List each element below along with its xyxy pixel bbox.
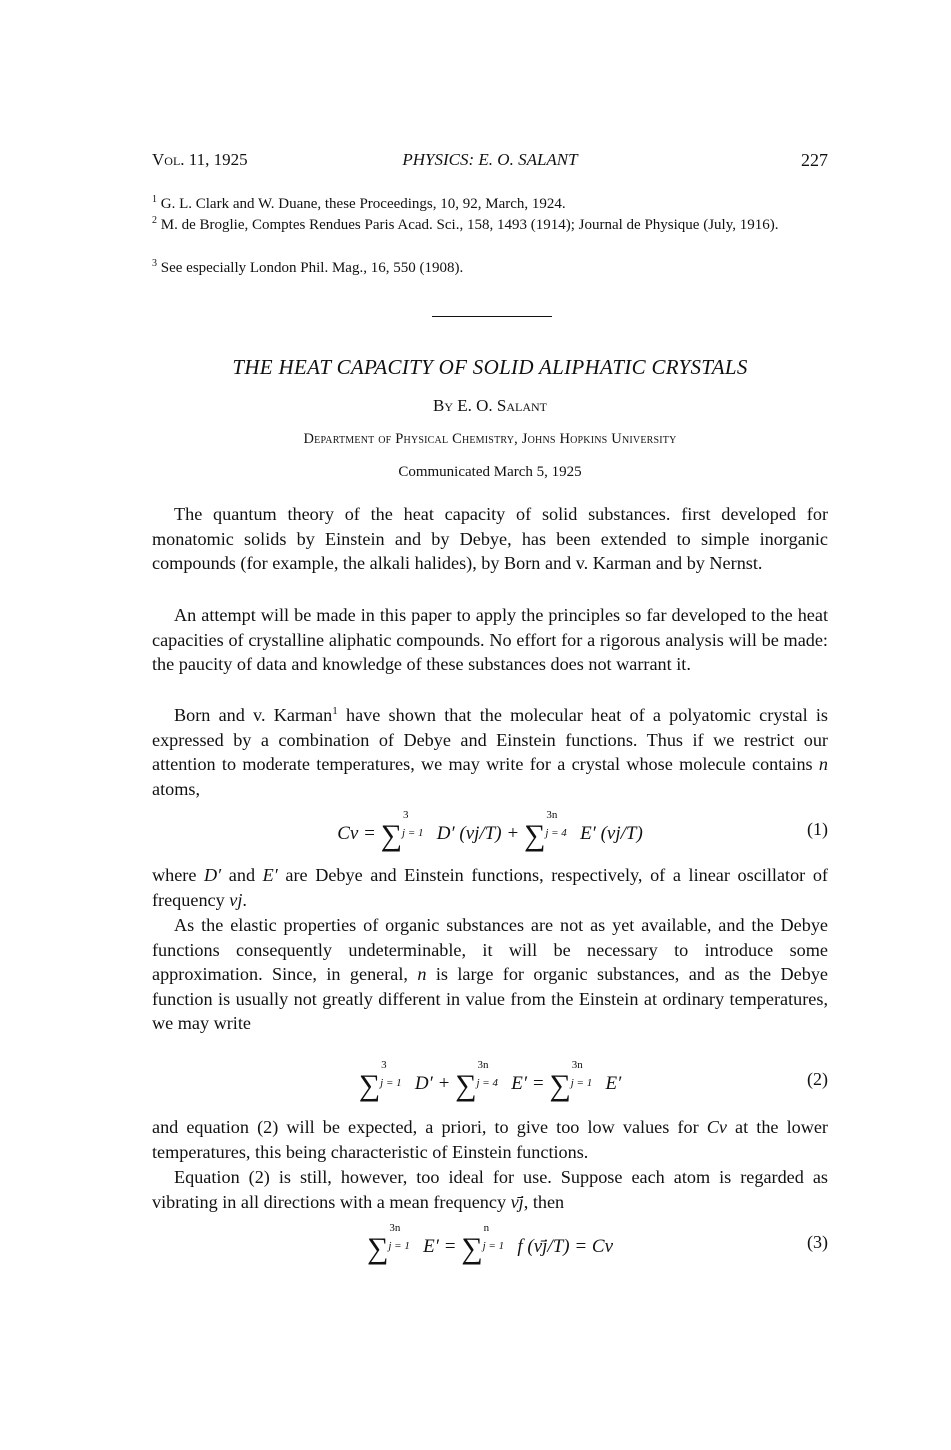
communicated-date: Communicated March 5, 1925 [398, 464, 582, 480]
running-title: PHYSICS: E. O. SALANT [402, 150, 578, 169]
paragraph-4: where D′ and E′ are Debye and Einstein functions, respectively, of a linear oscillator of frequency νj. [152, 865, 828, 910]
paragraph-2: An attempt will be made in this paper to apply the principles so far developed to the heat capacities of crystalline aliphatic compounds. No effort for a rigorous analysis will be made: the paucity of data and knowledge of these substances does not warrant it. [152, 605, 828, 675]
footnote-1 [152, 194, 828, 215]
equation-3: ∑ 3n j = 1 E′ = ∑ n j = 1 f (ν̄j/T) = Cv (3) [366, 1222, 828, 1265]
footnote-text: M. de Broglie, Comptes Rendues Paris Acad. Sci., 158, 1493 (1914); Journal de Physique (July, 1916). [160, 217, 779, 233]
paragraph-1: The quantum theory of the heat capacity of solid substances. first developed for monatomic solids by Einstein and by Debye, has been extended to simple inorganic compounds (for example, the alkali halides), by Born and v. Karman and by Nernst. [152, 504, 828, 574]
footnote-3 [152, 258, 828, 279]
sum-symbol: ∑ [461, 1232, 483, 1265]
paragraph-6: and equation (2) will be expected, a priori, to give too low values for Cv at the lower temperatures, this being characteristic of Einstein functions. [152, 1117, 828, 1162]
sum-symbol: ∑ [366, 1232, 389, 1265]
footnote-text: G. L. Clark and W. Duane, these Proceedings, 10, 92, March, 1924. [160, 196, 566, 212]
footnote-mark: 2 [152, 215, 157, 226]
affiliation: Department of Physical Chemistry, Johns Hopkins University [303, 431, 677, 447]
section-divider [432, 316, 552, 317]
sum-symbol: ∑ [523, 819, 546, 852]
sum-symbol: ∑ [455, 1069, 477, 1102]
footnote-mark: 3 [152, 258, 157, 269]
equation-1: Cv = ∑ 3 j = 1 D′ (νj/T) + ∑ 3n j = 4 E′ (νj/T) (1) [337, 809, 828, 852]
paragraph-5: As the elastic properties of organic substances are not as yet available, and the Debye functions consequently undeterminable, it will be necessary to introduce some approximation. Since, in general, n is large for organic substances, and as the Debye function is usually not greatly different in value from the Einstein at ordinary temperatures, we may write [152, 915, 828, 1034]
equation-2: ∑ 3 j = 1 D′ + ∑ 3n j = 4 E′ = ∑ 3n j = 1 E′ (2) [358, 1059, 828, 1102]
sum-symbol: ∑ [380, 819, 403, 852]
footnote-ref: 1 [332, 704, 338, 717]
footnote-2 [152, 215, 828, 236]
author-byline: By E. O. Salant [432, 396, 548, 415]
footnote-mark: 1 [152, 194, 157, 205]
article-title: THE HEAT CAPACITY OF SOLID ALIPHATIC CRYSTALS [232, 355, 748, 379]
sum-symbol: ∑ [549, 1069, 571, 1102]
equation-number: (2) [807, 1069, 828, 1089]
running-header [152, 150, 828, 176]
page-number: 227 [801, 150, 828, 170]
equation-number: (3) [807, 1232, 828, 1252]
sum-symbol: ∑ [358, 1069, 381, 1102]
footnote-text: See especially London Phil. Mag., 16, 550 (1908). [160, 260, 464, 276]
paragraph-3: Born and v. Karman$^1$ have shown that the molecular heat of a polyatomic crystal is expressed by a combination of Debye and Einstein functions. Thus if we restrict our attention to moderate temperatures, we may write for a crystal whose molecule contains n atoms, [152, 704, 828, 799]
volume-label: Vol. 11, 1925 [152, 150, 248, 169]
equation-number: (1) [807, 819, 828, 839]
paragraph-7: Equation (2) is still, however, too ideal for use. Suppose each atom is regarded as vibrating in all directions with a mean frequency ν̄j, then [152, 1167, 828, 1212]
